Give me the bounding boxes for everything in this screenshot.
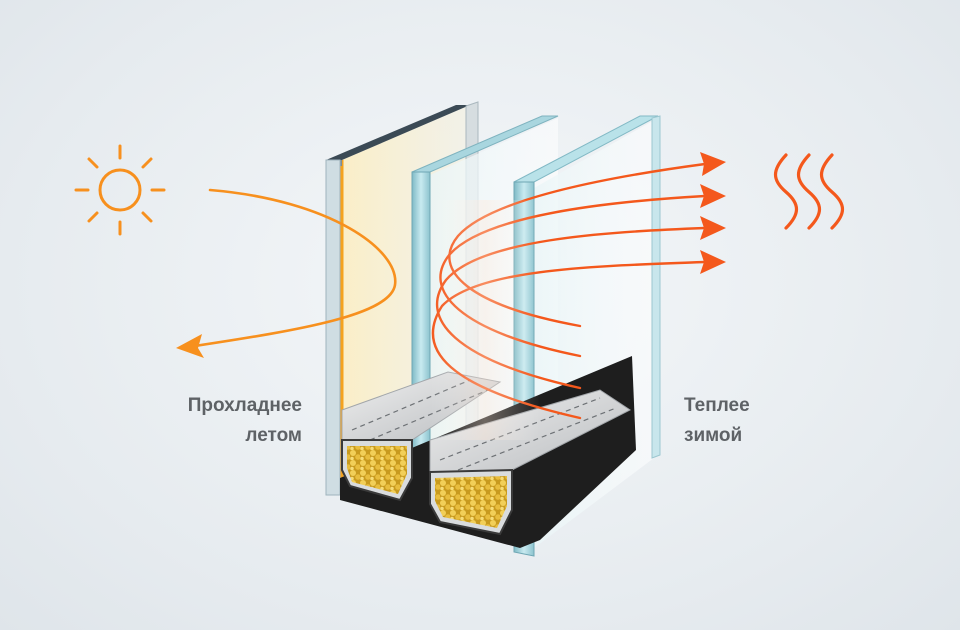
cooler-in-summer-caption <box>160 391 302 451</box>
caption-line: Теплее <box>684 395 750 416</box>
caption-line: Прохладнее <box>187 395 302 416</box>
sun-icon <box>76 146 164 234</box>
caption-line: зимой <box>684 425 743 446</box>
heat-glow <box>430 200 540 440</box>
warmer-in-winter-caption <box>684 391 804 451</box>
heat-arrow-heads <box>700 152 726 274</box>
caption-line: летом <box>245 425 302 446</box>
heat-waves-icon <box>776 155 843 228</box>
